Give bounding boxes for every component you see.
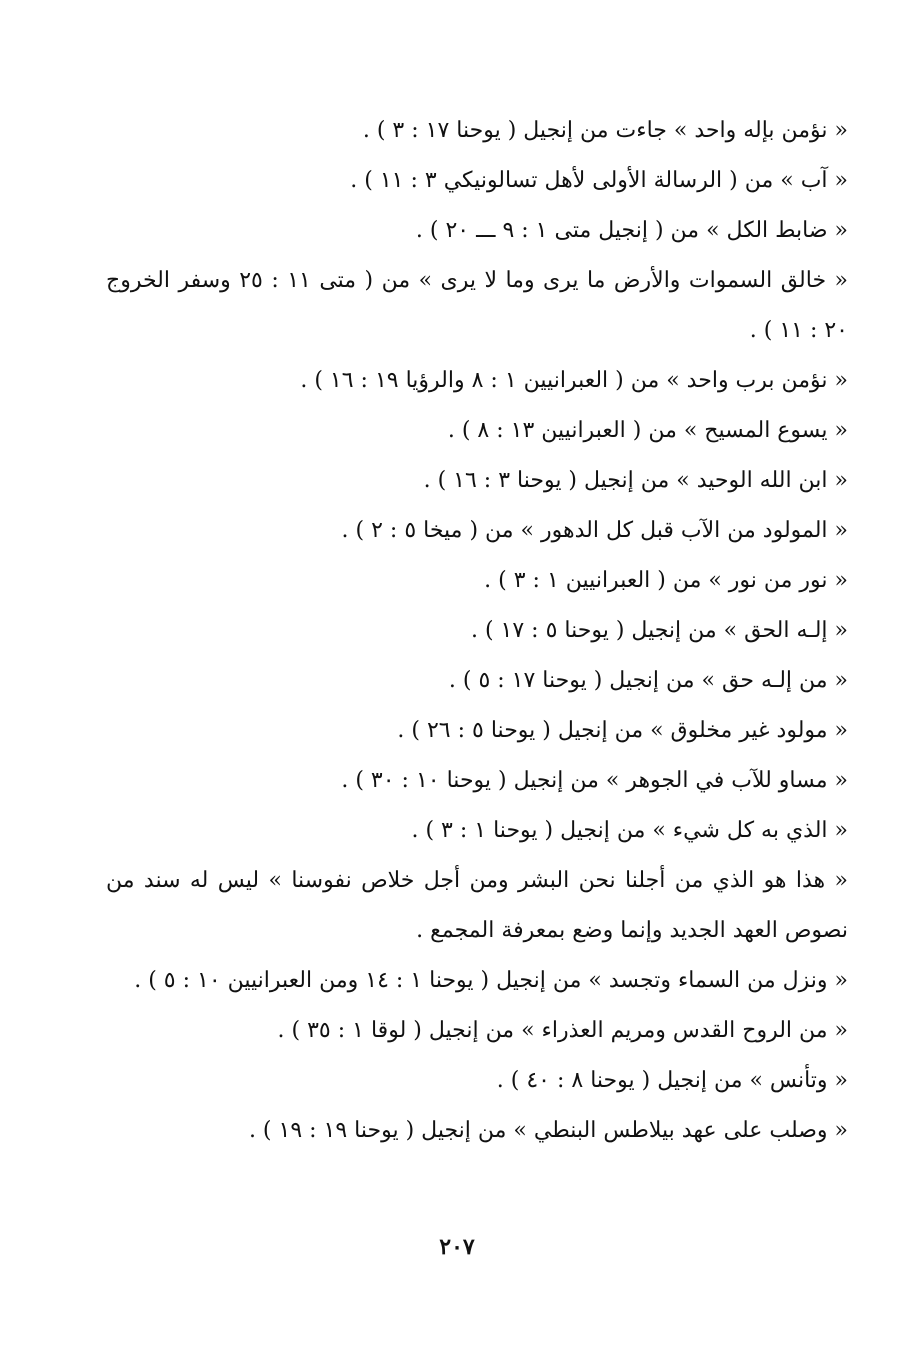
text-body — [106, 106, 848, 1156]
text-line: « آب » من ( الرسالة الأولى لأهل تسالونيكي ٣ : ١١ ) . — [350, 168, 848, 193]
text-line: « نور من نور » من ( العبرانيين ١ : ٣ ) . — [484, 568, 848, 593]
text-line: « مساو للآب في الجوهر » من إنجيل ( يوحنا ١٠ : ٣٠ ) . — [341, 768, 848, 793]
text-line: « الذي به كل شيء » من إنجيل ( يوحنا ١ : ٣ ) . — [411, 818, 848, 843]
text-line: « إلـه الحق » من إنجيل ( يوحنا ٥ : ١٧ ) . — [470, 618, 848, 643]
page-number: ٢٠٧ — [439, 1234, 475, 1260]
text-line: « ابن الله الوحيد » من إنجيل ( يوحنا ٣ : ١٦ ) . — [423, 468, 848, 493]
text-line: « نؤمن بإله واحد » جاءت من إنجيل ( يوحنا ١٧ : ٣ ) . — [362, 118, 848, 143]
text-line: « هذا هو الذي من أجلنا نحن البشر ومن أجل خلاص نفوسنا » ليس له سند من نصوص العهد الجديد وإنما وضع بمعرفة المجمع . — [106, 868, 848, 943]
text-line: « وتأنس » من إنجيل ( يوحنا ٨ : ٤٠ ) . — [496, 1068, 848, 1093]
text-line: « ضابط الكل » من ( إنجيل متى ١ : ٩ ـــ ٢٠ ) . — [415, 218, 848, 243]
text-line: « يسوع المسيح » من ( العبرانيين ١٣ : ٨ ) . — [447, 418, 848, 443]
text-line: « وصلب على عهد بيلاطس البنطي » من إنجيل ( يوحنا ١٩ : ١٩ ) . — [248, 1118, 848, 1143]
text-line: « خالق السموات والأرض ما يرى وما لا يرى » من ( متى ١١ : ٢٥ وسفر الخروج ٢٠ : ١١ ) . — [106, 268, 848, 343]
text-line: « مولود غير مخلوق » من إنجيل ( يوحنا ٥ : ٢٦ ) . — [397, 718, 848, 743]
text-line: « نؤمن برب واحد » من ( العبرانيين ١ : ٨ والرؤيا ١٩ : ١٦ ) . — [300, 368, 848, 393]
text-line: « من الروح القدس ومريم العذراء » من إنجيل ( لوقا ١ : ٣٥ ) . — [277, 1018, 848, 1043]
text-line: « من إلـه حق » من إنجيل ( يوحنا ١٧ : ٥ ) . — [448, 668, 848, 693]
text-line: « ونزل من السماء وتجسد » من إنجيل ( يوحنا ١ : ١٤ ومن العبرانيين ١٠ : ٥ ) . — [134, 968, 848, 993]
text-line: « المولود من الآب قبل كل الدهور » من ( ميخا ٥ : ٢ ) . — [341, 518, 848, 543]
